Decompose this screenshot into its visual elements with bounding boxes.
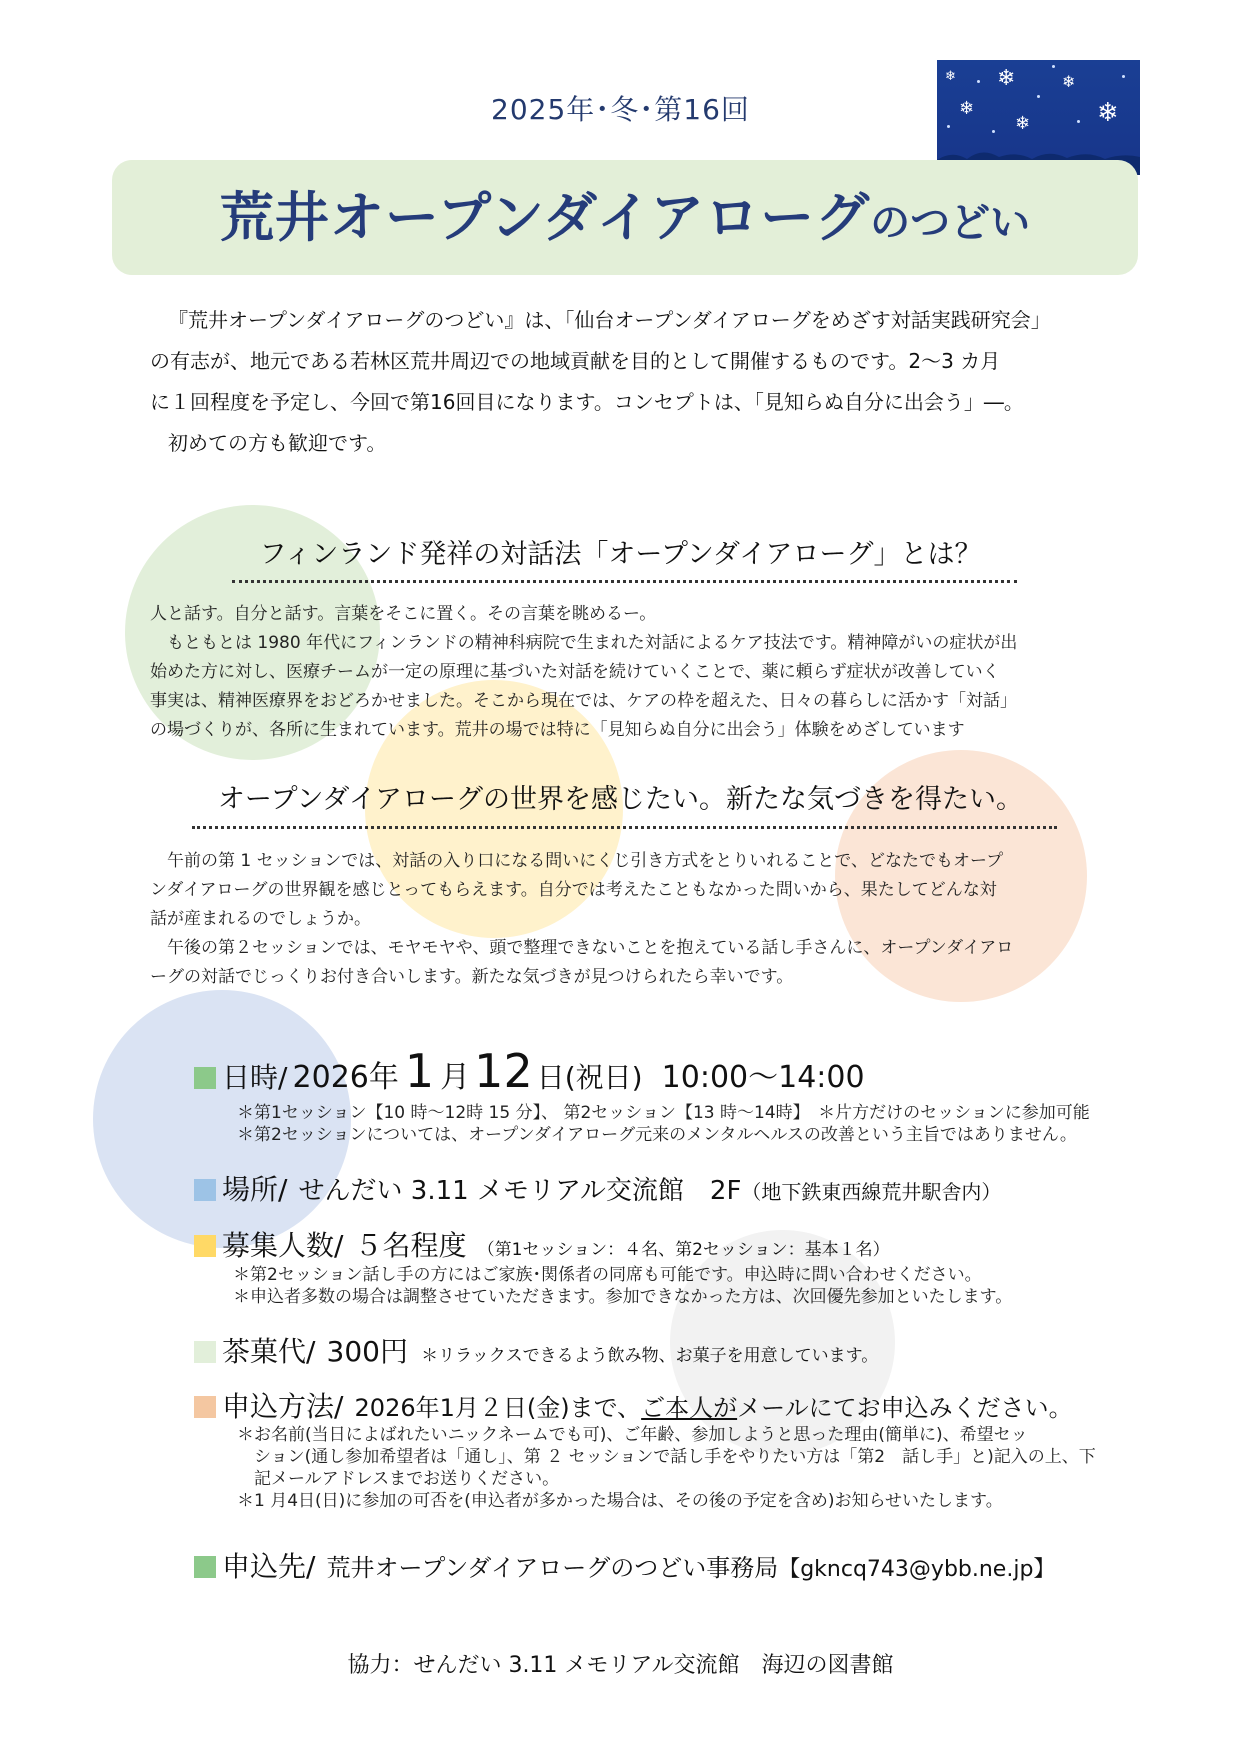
apply-note: ＊1 月4日(日)に参加の可否を(申込者が多かった場合は、その後の予定を含め)お知らせいたします。	[237, 1491, 1003, 1511]
fee-extra: ＊リラックスできるよう飲み物、お菓子を用意しています。	[421, 1346, 879, 1366]
apply-note: ＊お名前(当日によばれたいニックネームでも可)、ご年齢、参加しようと思った理由(簡単に)、希望セッ	[237, 1425, 1028, 1445]
bullet-square	[194, 1556, 216, 1578]
fee-label: 茶菓代/	[222, 1335, 316, 1368]
apply-deadline: 2026年1月２日(金)まで、	[354, 1394, 642, 1422]
section2-line: ーグの対話でじっくりお付き合いします。新たな気づきが見つけられたら幸いです。	[150, 967, 794, 987]
section2-line: 午前の第 1 セッションでは、対話の入り口になる問いにくじ引き方式をとりいれることで、どなたでもオープ	[150, 851, 1004, 871]
title-tail: のつどい	[870, 200, 1031, 246]
datetime-day-unit: 日(祝日)	[536, 1061, 643, 1094]
datetime-year: 2026年	[292, 1060, 399, 1095]
apply-note: ション(通し参加希望者は「通し」、第 ２ セッションで話し手をやりたい方は「第2 話し手」と)記入の上、下	[237, 1447, 1096, 1467]
datetime-day: 12	[474, 1044, 533, 1098]
snowflake-icon: ❄	[997, 66, 1016, 91]
bullet-square	[194, 1341, 216, 1363]
fee-value: 300円	[326, 1335, 408, 1368]
bullet-square	[194, 1235, 216, 1257]
intro-line: に１回程度を予定し、今回で第16回目になります。コンセプトは、「見知らぬ自分に出会う」―。	[150, 390, 1024, 414]
fee-row	[194, 1330, 878, 1370]
capacity-value: ５名程度	[354, 1229, 467, 1262]
intro-line: の有志が、地元である若林区荒井周辺での地域貢献を目的として開催するものです。2～3 カ月	[150, 349, 1001, 373]
capacity-label: 募集人数/	[222, 1229, 344, 1262]
apply-notes	[237, 1424, 1117, 1512]
datetime-time: 10:00～14:00	[661, 1060, 865, 1095]
section1-line: 事実は、精神医療界をおどろかせました。そこから現在では、ケアの枠を超えた、日々の暮らしに活かす「対話」	[150, 691, 1017, 711]
capacity-note: ＊申込者多数の場合は調整させていただきます。参加できなかった方は、次回優先参加といたします。	[233, 1287, 1013, 1307]
intro-line: 初めての方も歓迎です。	[168, 431, 387, 455]
section2-line: 午後の第２セッションでは、モヤモヤや、頭で整理できないことを抱えている話し手さんに、オープンダイアロ	[150, 938, 1014, 958]
place-label: 場所/	[222, 1173, 288, 1206]
datetime-label: 日時/	[222, 1061, 288, 1094]
section1-line: 始めた方に対し、医療チームが一定の原理に基づいた対話を続けていくことで、薬に頼らず症状が改善していく	[150, 662, 1000, 682]
section1-heading: フィンランド発祥の対話法「オープンダイアローグ」とは？	[259, 539, 982, 570]
section1-body	[150, 600, 1090, 745]
event-subtitle: 2025年･冬･第16回	[491, 93, 750, 126]
place-value: せんだい 3.11 メモリアル交流館 2F	[298, 1176, 742, 1206]
page-title	[112, 160, 1138, 275]
contact-label: 申込先/	[222, 1550, 316, 1583]
place-extra: （地下鉄東西線荒井駅舎内）	[741, 1180, 1002, 1204]
bullet-square	[194, 1067, 216, 1089]
contact-row	[194, 1545, 1055, 1585]
snowflake-icon: ❄	[945, 69, 956, 84]
capacity-notes	[233, 1264, 1113, 1308]
datetime-notes	[237, 1102, 1117, 1146]
section1-line: 人と話す。自分と話す。言葉をそこに置く。その言葉を眺めるー。	[150, 604, 657, 624]
place-row	[194, 1168, 1001, 1208]
apply-row	[194, 1385, 1073, 1425]
datetime-row	[194, 1044, 865, 1098]
section1-divider	[232, 580, 1017, 583]
section1-line: の場づくりが、各所に生まれています。荒井の場では特に「見知らぬ自分に出会う」体験をめざしています	[150, 720, 965, 740]
snowflake-icon: ❄	[1097, 98, 1119, 128]
contact-email[interactable]: 【gkncq743@ybb.ne.jp】	[778, 1557, 1056, 1582]
apply-note: 記メールアドレスまでお送りください。	[237, 1469, 560, 1489]
section2-divider	[192, 826, 1057, 829]
section2-line: ンダイアローグの世界観を感じとってもらえます。自分では考えたこともなかった問いから、果たしてどんな対	[150, 880, 997, 900]
contact-office: 荒井オープンダイアローグのつどい事務局	[326, 1554, 779, 1582]
snowflake-icon: ❄	[1062, 72, 1076, 91]
snowflake-icon: ❄	[959, 98, 975, 119]
section2-body	[150, 847, 1090, 992]
capacity-note: ＊第2セッション話し手の方にはご家族･関係者の同席も可能です。申込時に問い合わせください。	[233, 1265, 982, 1285]
datetime-note: ＊第2セッションについては、オープンダイアローグ元来のメンタルヘルスの改善という主旨ではありません。	[237, 1125, 1077, 1145]
intro-paragraph	[150, 300, 1098, 464]
apply-self-only: ご本人が	[641, 1394, 738, 1422]
title-main: 荒井オープンダイアローグ	[219, 186, 871, 249]
datetime-note: ＊第1セッション【10 時～12時 15 分】、 第2セッション【13 時～14時】 ＊片方だけのセッションに参加可能	[237, 1103, 1090, 1123]
footer-credit: 協力：せんだい 3.11 メモリアル交流館 海辺の図書館	[347, 1653, 894, 1678]
apply-method: メールにてお申込みください。	[737, 1394, 1073, 1422]
bullet-square	[194, 1396, 216, 1418]
section1-line: もともとは 1980 年代にフィンランドの精神科病院で生まれた対話によるケア技法です。精神障がいの症状が出	[150, 633, 1018, 653]
intro-line: 『荒井オープンダイアローグのつどい』は、「仙台オープンダイアローグをめざす対話実践研究会」	[168, 308, 1051, 332]
bullet-square	[194, 1179, 216, 1201]
datetime-month-unit: 月	[440, 1060, 471, 1095]
capacity-row	[194, 1224, 890, 1264]
capacity-extra: （第1セッション：４名、第2セッション：基本１名）	[477, 1240, 890, 1260]
snowflake-icon: ❄	[1015, 113, 1031, 134]
section2-heading: オープンダイアローグの世界を感じたい。新たな気づきを得たい。	[217, 784, 1024, 815]
apply-label: 申込方法/	[222, 1390, 344, 1423]
section2-line: 話が産まれるのでしょうか。	[150, 909, 371, 929]
datetime-month: 1	[404, 1044, 435, 1098]
